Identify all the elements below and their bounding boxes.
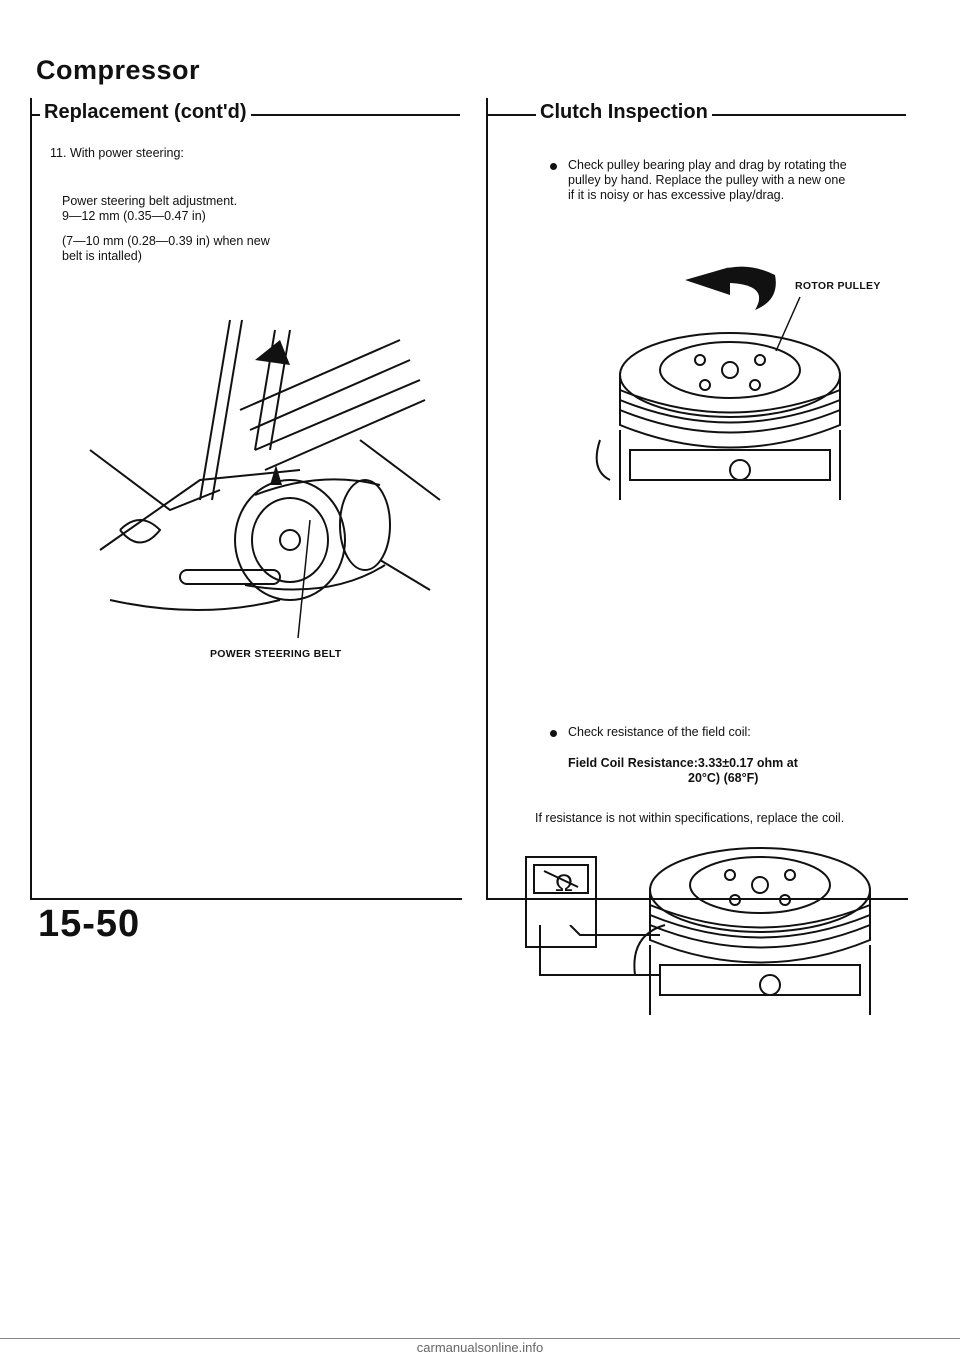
power-steering-belt-label: POWER STEERING BELT <box>210 648 342 660</box>
page-number: 15-50 <box>38 903 141 945</box>
belt-spec-line2: 9—12 mm (0.35—0.47 in) <box>62 209 206 223</box>
rotor-pulley-label: ROTOR PULLEY <box>795 280 881 292</box>
replace-coil-note: If resistance is not within specifications, replace the coil. <box>535 811 845 825</box>
belt-spec-line1: Power steering belt adjustment. <box>62 194 238 208</box>
bullet1-line2: pulley by hand. Replace the pulley with a new one <box>568 173 846 187</box>
right-section-heading: Clutch Inspection <box>536 101 712 124</box>
bullet-icon <box>550 163 557 170</box>
field-coil-spec <box>568 756 798 786</box>
ohm-symbol: Ω <box>555 870 573 897</box>
field-coil-spec-temp: 20°C) (68°F) <box>688 771 759 785</box>
belt-spec <box>62 194 237 224</box>
field-coil-spec-label: Field Coil Resistance:3.33±0.17 ohm at <box>568 756 798 770</box>
footer-watermark: carmanualsonline.info <box>416 1340 544 1355</box>
belt-spec-new <box>62 234 270 264</box>
bullet1-line3: if it is noisy or has excessive play/drag. <box>568 188 785 202</box>
belt-leader-line <box>290 520 320 640</box>
field-coil-illustration <box>610 845 890 1035</box>
rotor-pulley-illustration <box>590 330 870 520</box>
step-11 <box>50 146 184 161</box>
page-title: Compressor <box>36 55 201 85</box>
rotation-arrow-icon <box>675 255 785 315</box>
bullet1-line1: Check pulley bearing play and drag by rotating the <box>568 158 847 172</box>
bullet-icon <box>550 730 557 737</box>
bullet1-text <box>568 158 847 203</box>
belt-spec-line3: (7—10 mm (0.28—0.39 in) when new <box>62 234 270 248</box>
bullet2-text: Check resistance of the field coil: <box>568 725 751 739</box>
footer-rule <box>0 1338 960 1339</box>
step-text: With power steering: <box>69 146 184 160</box>
belt-spec-line4: belt is intalled) <box>62 249 142 263</box>
step-number: 11. <box>50 146 67 160</box>
left-section-heading: Replacement (cont'd) <box>40 101 251 124</box>
power-steering-belt-illustration <box>80 300 460 640</box>
